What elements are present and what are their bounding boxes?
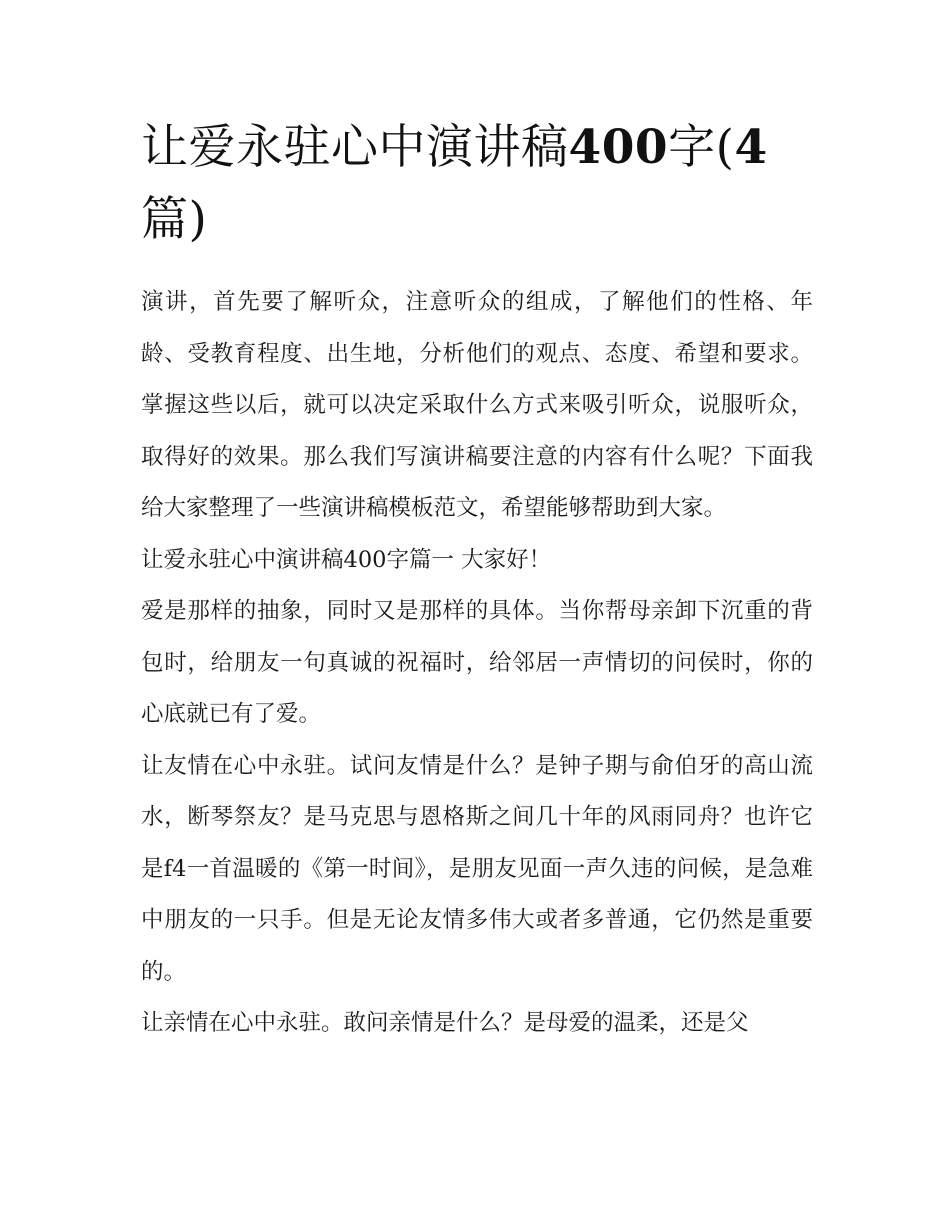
family-paragraph: 让亲情在心中永驻。敢问亲情是什么？是母爱的温柔，还是父 xyxy=(141,1010,749,1036)
friendship-paragraph: 让友情在心中永驻。试问友情是什么？是钟子期与俞伯牙的高山流水，断琴祭友？是马克思与恩格斯之间几十年的风雨同舟？也许它是f4一首温暖的《第一时间》，是朋友见面一声久违的问候，是急难中朋友的一只手。但是无论友情多伟大或者多普通，它仍然是重要的。 xyxy=(141,752,813,985)
document-body xyxy=(141,112,813,1050)
love-paragraph: 爱是那样的抽象，同时又是那样的具体。当你帮母亲卸下沉重的背包时，给朋友一句真诚的祝福时，给邻居一声情切的问侯时，你的心底就已有了爱。 xyxy=(141,598,813,727)
document-title: 让爱永驻心中演讲稿400字(4篇) xyxy=(141,120,768,247)
intro-paragraph: 演讲，首先要了解听众，注意听众的组成，了解他们的性格、年龄、受教育程度、出生地，分析他们的观点、态度、希望和要求。掌握这些以后，就可以决定采取什么方式来吸引听众，说服听众，取得好的效果。那么我们写演讲稿要注意的内容有什么呢？下面我给大家整理了一些演讲稿模板范文，希望能够帮助到大家。 xyxy=(141,289,813,521)
section-heading-paragraph: 让爱永驻心中演讲稿400字篇一 大家好！ xyxy=(141,546,552,573)
